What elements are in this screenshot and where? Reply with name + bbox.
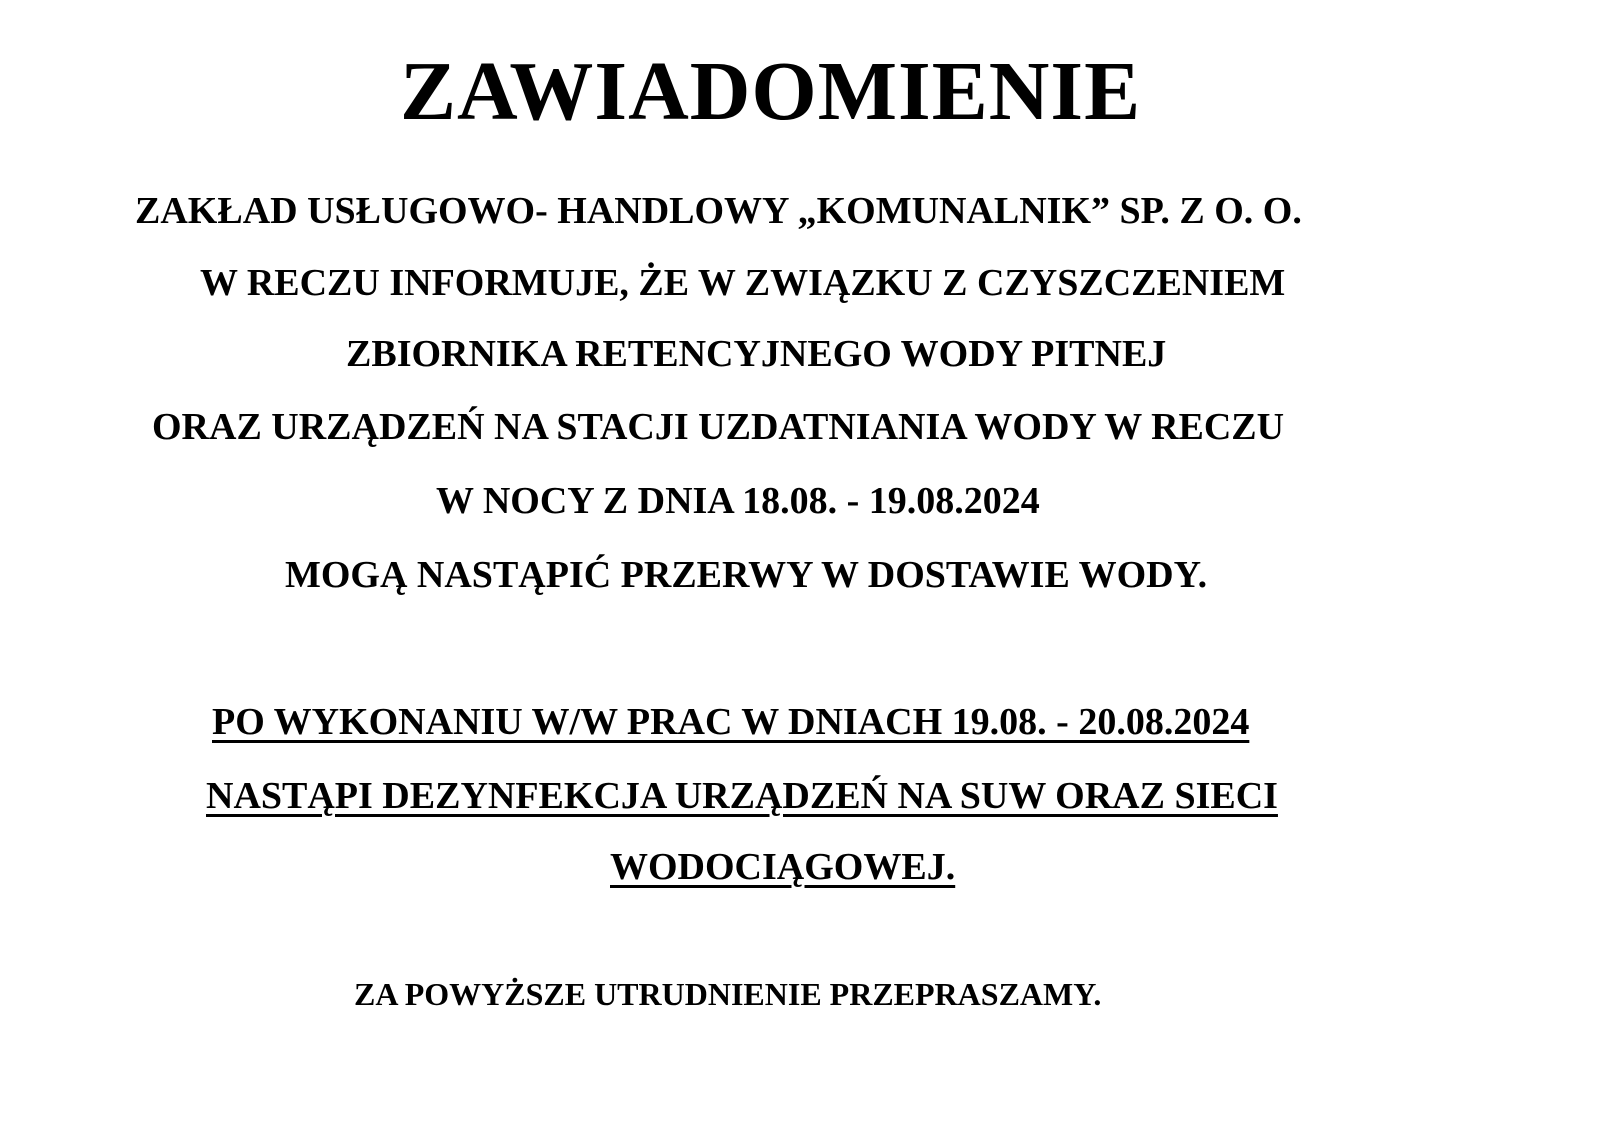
notice-underlined-line-disinfection: NASTĄPI DEZYNFEKCJA URZĄDZEŃ NA SUW ORAZ SIECI [206,775,1278,817]
notice-closing-apology: ZA POWYŻSZE UTRUDNIENIE PRZEPRASZAMY. [354,976,1102,1012]
notice-underlined-line-network: WODOCIĄGOWEJ. [610,846,956,888]
notice-line-interruptions: MOGĄ NASTĄPIĆ PRZERWY W DOSTAWIE WODY. [285,554,1208,596]
notice-underlined-line-works: PO WYKONANIU W/W PRAC W DNIACH 19.08. - 20.08.2024 [212,701,1250,743]
notice-line-station: ORAZ URZĄDZEŃ NA STACJI UZDATNIANIA WODY W RECZU [152,406,1285,448]
notice-line-dates: W NOCY Z DNIA 18.08. - 19.08.2024 [436,480,1040,522]
page-title: ZAWIADOMIENIE [400,45,1142,138]
notice-line-company: ZAKŁAD USŁUGOWO- HANDLOWY „KOMUNALNIK” SP. Z O. O. [135,190,1302,232]
notice-line-reservoir: ZBIORNIKA RETENCYJNEGO WODY PITNEJ [346,333,1167,375]
notice-line-informs: W RECZU INFORMUJE, ŻE W ZWIĄZKU Z CZYSZCZENIEM [200,262,1286,304]
